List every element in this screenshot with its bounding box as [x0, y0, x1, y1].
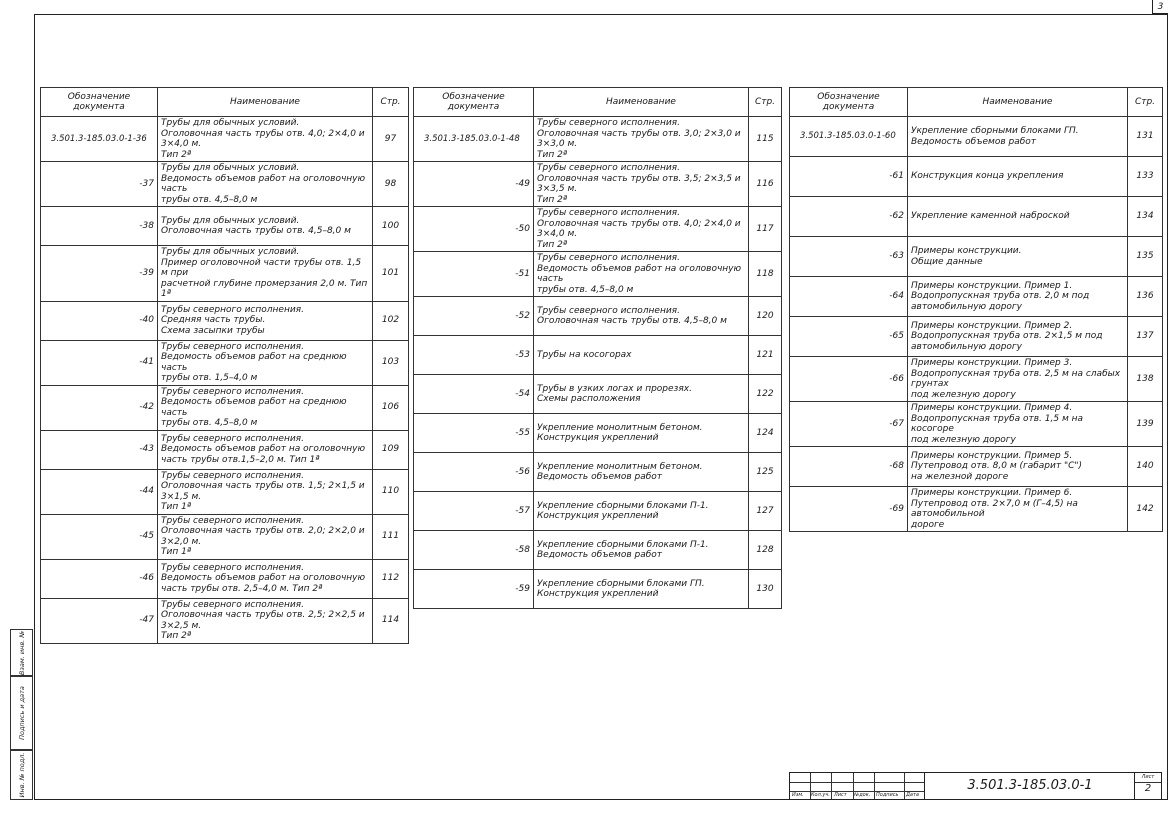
doc-title: Трубы северного исполнения. Оголовочная часть трубы отв. 4,0; 2×4,0 и 3×4,0 м. Тип 2ª — [534, 207, 749, 252]
table-row — [414, 531, 782, 570]
sheet-label: Лист — [1135, 773, 1161, 783]
header-page: Стр. — [373, 88, 409, 117]
table-row — [41, 246, 409, 302]
doc-title: Трубы северного исполнения. Ведомость объемов работ на оголовочную часть трубы отв. 2,5–4,0 м. Тип 2ª — [158, 559, 373, 598]
doc-title: Укрепление монолитным бетоном. Конструкция укреплений — [534, 414, 749, 453]
doc-title: Примеры конструкции. Пример 2. Водопропускная труба отв. 2×1,5 м под автомобильную дорогу — [908, 317, 1128, 357]
doc-page: 135 — [1128, 237, 1163, 277]
side-stamp-label: Взам. инв. № — [17, 630, 26, 675]
doc-page: 134 — [1128, 197, 1163, 237]
corner-page-number: 3 — [1152, 0, 1168, 14]
header-code: Обозначение документа — [790, 88, 908, 117]
table-row — [790, 117, 1163, 157]
doc-title: Трубы в узких логах и прорезях. Схемы расположения — [534, 375, 749, 414]
table-row — [790, 357, 1163, 402]
doc-code: -64 — [790, 277, 908, 317]
table-row — [414, 492, 782, 531]
doc-page: 124 — [749, 414, 782, 453]
doc-code: -52 — [414, 297, 534, 336]
side-stamp-replacement — [10, 629, 33, 676]
sheet-box — [1134, 773, 1161, 799]
doc-code: -62 — [790, 197, 908, 237]
doc-page: 137 — [1128, 317, 1163, 357]
doc-code: -39 — [41, 246, 158, 302]
table-row — [414, 207, 782, 252]
doc-code: -50 — [414, 207, 534, 252]
doc-code: -43 — [41, 430, 158, 469]
contents-table-1 — [40, 87, 409, 644]
doc-page: 115 — [749, 117, 782, 162]
doc-title: Трубы для обычных условий. Оголовочная часть трубы отв. 4,0; 2×4,0 и 3×4,0 м. Тип 2ª — [158, 117, 373, 162]
doc-code: -47 — [41, 598, 158, 643]
doc-page: 112 — [373, 559, 409, 598]
table-row — [414, 117, 782, 162]
title-block-grid — [790, 773, 924, 799]
header-page: Стр. — [749, 88, 782, 117]
doc-code: -40 — [41, 301, 158, 340]
doc-page: 133 — [1128, 157, 1163, 197]
table-body — [414, 117, 782, 609]
table-row — [414, 297, 782, 336]
doc-code: -37 — [41, 162, 158, 207]
table-row — [41, 162, 409, 207]
sheet-number: 2 — [1144, 783, 1152, 794]
doc-code: -66 — [790, 357, 908, 402]
doc-title: Трубы северного исполнения. Ведомость объемов работ на среднюю часть трубы отв. 4,5–8,0 м — [158, 385, 373, 430]
table-row — [41, 430, 409, 469]
doc-page: 127 — [749, 492, 782, 531]
doc-page: 111 — [373, 514, 409, 559]
doc-code: -46 — [41, 559, 158, 598]
document-designation: 3.501.3-185.03.0-1 — [924, 773, 1135, 799]
doc-title: Примеры конструкции. Пример 3. Водопропускная труба отв. 2,5 м на слабых грунтах под железную дорогу — [908, 357, 1128, 402]
doc-page: 130 — [749, 570, 782, 609]
doc-code: -67 — [790, 402, 908, 447]
side-stamp-inventory — [10, 750, 33, 800]
doc-title: Укрепление сборными блоками ГП. Ведомость объемов работ — [908, 117, 1128, 157]
doc-code: -54 — [414, 375, 534, 414]
doc-page: 140 — [1128, 447, 1163, 487]
doc-title: Укрепление сборными блоками П-1. Конструкция укреплений — [534, 492, 749, 531]
doc-title: Укрепление сборными блоками ГП. Конструкция укреплений — [534, 570, 749, 609]
doc-page: 100 — [373, 207, 409, 246]
doc-code: 3.501.3-185.03.0-1-60 — [790, 117, 908, 157]
side-stamp-signature — [10, 676, 33, 750]
doc-page: 136 — [1128, 277, 1163, 317]
stamp-label: Кол.уч. — [811, 792, 830, 798]
doc-title: Трубы северного исполнения. Оголовочная часть трубы отв. 2,0; 2×2,0 и 3×2,0 м. Тип 1ª — [158, 514, 373, 559]
table-row — [790, 197, 1163, 237]
doc-code: -65 — [790, 317, 908, 357]
doc-page: 125 — [749, 453, 782, 492]
stamp-label: Дата — [906, 792, 919, 798]
doc-page: 98 — [373, 162, 409, 207]
doc-code: -51 — [414, 252, 534, 297]
doc-title: Конструкция конца укрепления — [908, 157, 1128, 197]
doc-title: Трубы северного исполнения. Оголовочная часть трубы отв. 3,5; 2×3,5 и 3×3,5 м. Тип 2ª — [534, 162, 749, 207]
doc-page: 114 — [373, 598, 409, 643]
stamp-label: Лист — [834, 792, 847, 798]
doc-page: 128 — [749, 531, 782, 570]
doc-title: Примеры конструкции. Пример 4. Водопропускная труба отв. 1,5 м на косогоре под железную дорогу — [908, 402, 1128, 447]
doc-code: -42 — [41, 385, 158, 430]
doc-title: Трубы северного исполнения. Ведомость объемов работ на среднюю часть трубы отв. 1,5–4,0 м — [158, 340, 373, 385]
table-row — [414, 336, 782, 375]
doc-page: 138 — [1128, 357, 1163, 402]
doc-page: 131 — [1128, 117, 1163, 157]
side-stamp-label: Подпись и дата — [17, 686, 26, 740]
doc-code: -61 — [790, 157, 908, 197]
table-row — [41, 598, 409, 643]
doc-title: Трубы северного исполнения. Оголовочная часть трубы отв. 2,5; 2×2,5 и 3×2,5 м. Тип 2ª — [158, 598, 373, 643]
table-body — [41, 117, 409, 644]
doc-page: 101 — [373, 246, 409, 302]
doc-code: -58 — [414, 531, 534, 570]
header-page: Стр. — [1128, 88, 1163, 117]
doc-title: Примеры конструкции. Пример 5. Путепровод отв. 8,0 м (габарит "С") на железной дороге — [908, 447, 1128, 487]
table-row — [790, 487, 1163, 532]
table-row — [790, 157, 1163, 197]
header-code: Обозначение документа — [414, 88, 534, 117]
doc-page: 121 — [749, 336, 782, 375]
table-row — [41, 514, 409, 559]
doc-code: -59 — [414, 570, 534, 609]
doc-page: 106 — [373, 385, 409, 430]
doc-title: Трубы для обычных условий. Пример оголовочной части трубы отв. 1,5 м при расчетной глубине промерзания 2,0 м. Тип 1ª — [158, 246, 373, 302]
table-row — [41, 301, 409, 340]
doc-code: -63 — [790, 237, 908, 277]
doc-page: 142 — [1128, 487, 1163, 532]
doc-title: Примеры конструкции. Общие данные — [908, 237, 1128, 277]
doc-title: Трубы северного исполнения. Ведомость объемов работ на оголовочную часть трубы отв.1,5–2,0 м. Тип 1ª — [158, 430, 373, 469]
doc-code: -41 — [41, 340, 158, 385]
doc-title: Примеры конструкции. Пример 6. Путепровод отв. 2×7,0 м (Г–4,5) на автомобильной дороге — [908, 487, 1128, 532]
doc-code: -49 — [414, 162, 534, 207]
doc-page: 120 — [749, 297, 782, 336]
doc-page: 117 — [749, 207, 782, 252]
doc-page: 139 — [1128, 402, 1163, 447]
table-row — [790, 277, 1163, 317]
doc-title: Трубы северного исполнения. Ведомость объемов работ на оголовочную часть трубы отв. 4,5–8,0 м — [534, 252, 749, 297]
doc-page: 97 — [373, 117, 409, 162]
doc-code: -38 — [41, 207, 158, 246]
table-row — [414, 570, 782, 609]
header-name: Наименование — [534, 88, 749, 117]
table-row — [41, 469, 409, 514]
doc-page: 103 — [373, 340, 409, 385]
header-name: Наименование — [908, 88, 1128, 117]
doc-title: Трубы северного исполнения. Оголовочная часть трубы отв. 3,0; 2×3,0 и 3×3,0 м. Тип 2ª — [534, 117, 749, 162]
doc-page: 109 — [373, 430, 409, 469]
side-stamp-label: Инв. № подл. — [17, 752, 26, 798]
table-row — [790, 447, 1163, 487]
table-row — [414, 375, 782, 414]
doc-title: Трубы северного исполнения. Оголовочная часть трубы отв. 4,5–8,0 м — [534, 297, 749, 336]
table-row — [790, 237, 1163, 277]
table-row — [790, 402, 1163, 447]
table-row — [790, 317, 1163, 357]
doc-code: -57 — [414, 492, 534, 531]
table-row — [41, 117, 409, 162]
doc-page: 110 — [373, 469, 409, 514]
doc-code: 3.501.3-185.03.0-1-48 — [414, 117, 534, 162]
table-row — [41, 385, 409, 430]
stamp-label: Подпись — [876, 792, 899, 798]
table-row — [41, 207, 409, 246]
doc-code: -69 — [790, 487, 908, 532]
table-body — [790, 117, 1163, 532]
table-row — [41, 340, 409, 385]
doc-page: 116 — [749, 162, 782, 207]
stamp-label: Изм. — [792, 792, 804, 798]
doc-code: 3.501.3-185.03.0-1-36 — [41, 117, 158, 162]
doc-page: 118 — [749, 252, 782, 297]
table-row — [414, 453, 782, 492]
doc-code: -45 — [41, 514, 158, 559]
doc-title: Укрепление сборными блоками П-1. Ведомость объемов работ — [534, 531, 749, 570]
contents-table-2 — [413, 87, 782, 609]
contents-table-3 — [789, 87, 1163, 532]
doc-code: -68 — [790, 447, 908, 487]
doc-code: -44 — [41, 469, 158, 514]
table-row — [414, 162, 782, 207]
doc-title: Трубы для обычных условий. Ведомость объемов работ на оголовочную часть трубы отв. 4,5–8,0 м — [158, 162, 373, 207]
doc-page: 122 — [749, 375, 782, 414]
title-block — [789, 772, 1162, 800]
doc-title: Трубы на косогорах — [534, 336, 749, 375]
doc-code: -55 — [414, 414, 534, 453]
doc-code: -53 — [414, 336, 534, 375]
doc-title: Трубы северного исполнения. Средняя часть трубы. Схема засыпки трубы — [158, 301, 373, 340]
doc-title: Укрепление каменной наброской — [908, 197, 1128, 237]
table-row — [414, 252, 782, 297]
table-row — [414, 414, 782, 453]
doc-page: 102 — [373, 301, 409, 340]
doc-title: Примеры конструкции. Пример 1. Водопропускная труба отв. 2,0 м под автомобильную дорогу — [908, 277, 1128, 317]
stamp-label: №док. — [854, 792, 871, 798]
doc-title: Трубы для обычных условий. Оголовочная часть трубы отв. 4,5–8,0 м — [158, 207, 373, 246]
header-name: Наименование — [158, 88, 373, 117]
doc-title: Укрепление монолитным бетоном. Ведомость объемов работ — [534, 453, 749, 492]
doc-title: Трубы северного исполнения. Оголовочная часть трубы отв. 1,5; 2×1,5 и 3×1,5 м. Тип 1ª — [158, 469, 373, 514]
table-row — [41, 559, 409, 598]
header-code: Обозначение документа — [41, 88, 158, 117]
doc-code: -56 — [414, 453, 534, 492]
